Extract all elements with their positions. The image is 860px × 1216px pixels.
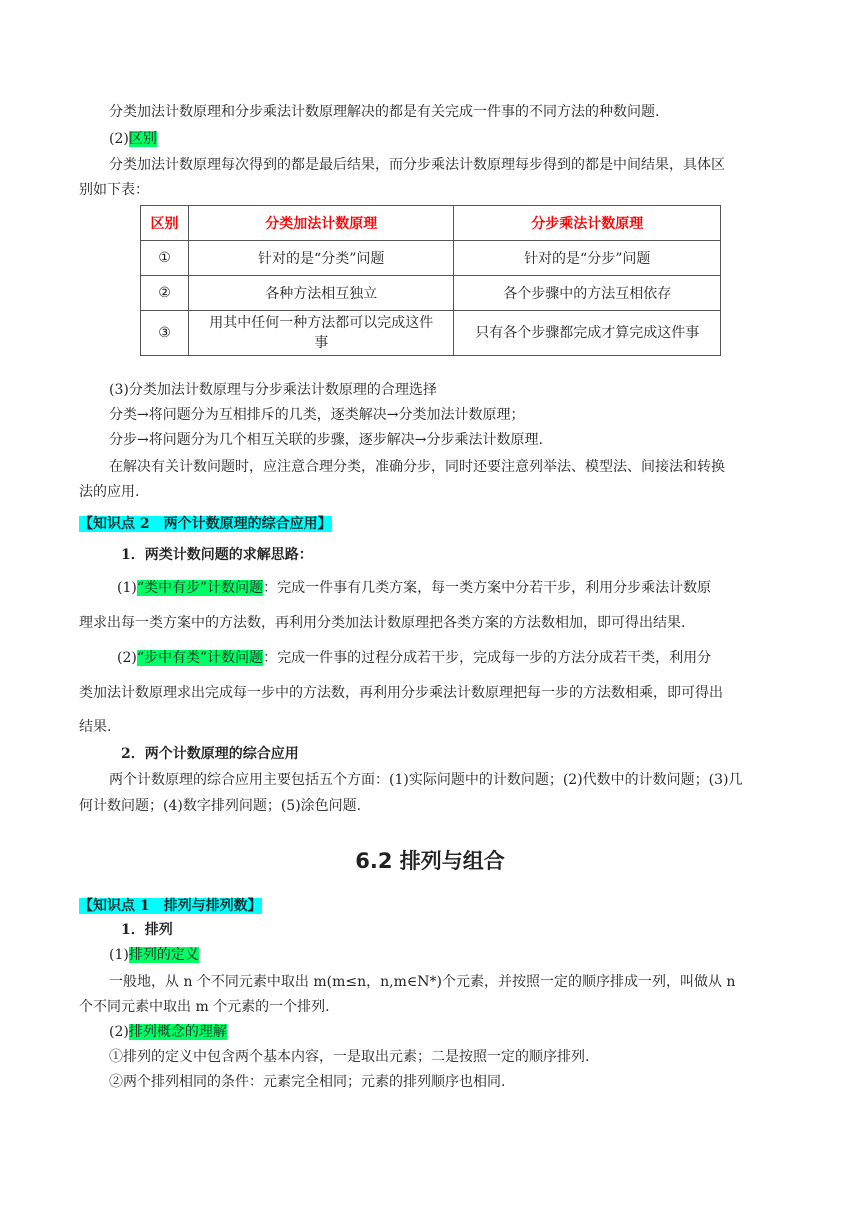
table-header-row [141,206,721,241]
kp2-item-2-highlight: “步中有类”计数问题 [136,650,264,666]
choice-line-2: 分步→将问题分为几个相互关联的步骤，逐步解决→分步乘法计数原理. [109,432,543,448]
table-cell: ② [141,276,189,311]
section-2-number: (2) [109,131,129,147]
definition-text-line-1: 一般地，从 n 个不同元素中取出 m(m≤n，n,m∈N*)个元素，并按照一定的顺序排成一列，叫做从 n [109,974,736,990]
kp2-subheading-1: 1．两类计数问题的求解思路： [121,547,313,563]
knowledge-point-2-tag [79,514,860,534]
understanding-title: 排列概念的理解 [128,1024,227,1040]
understanding-number: (2) [109,1024,129,1040]
kp2-item-2-line-3: 结果. [79,719,112,735]
knowledge-point-1-label: 【知识点 1 排列与排列数】 [79,898,262,914]
table-cell-text: 用其中任何一种方法都可以完成这件 [209,315,434,331]
kp2-item-1-line-2: 理求出每一类方案中的方法数，再利用分类加法计数原理把各类方案的方法数相加，即可得出结果. [79,615,686,631]
kp1-subheading-1: 1．排列 [121,922,173,938]
table-cell: 只有各个步骤都完成才算完成这件事 [454,311,721,356]
kp2-item-1-highlight: “类中有步”计数问题 [136,580,264,596]
table-cell [188,311,454,356]
kp2-item-2-line-1 [117,648,860,668]
kp2-item-2-line-2: 类加法计数原理求出完成每一步中的方法数，再利用分步乘法计数原理把每一步的方法数相乘，即可得出 [79,685,723,701]
kp2-item-2-text: ：完成一件事的过程分成若干步，完成每一步的方法分成若干类，利用分 [263,650,712,666]
choice-title: (3)分类加法计数原理与分步乘法计数原理的合理选择 [109,382,437,398]
table-header-cell: 区别 [141,206,189,241]
kp2-item-1-text: ：完成一件事有几类方案，每一类方案中分若干步，利用分步乘法计数原 [263,580,712,596]
table-row [141,276,721,311]
choice-line-3: 在解决有关计数问题时，应注意合理分类，准确分步，同时还要注意列举法、模型法、间接法和转换 [109,459,725,475]
kp2-subheading-2: 2．两个计数原理的综合应用 [121,746,299,762]
knowledge-point-2-label: 【知识点 2 两个计数原理的综合应用】 [79,516,332,532]
difference-text-line-2: 别如下表： [79,182,149,198]
table-row [141,311,721,356]
section-2-title: 区别 [128,131,157,147]
table-cell: ① [141,241,189,276]
difference-text-line-1: 分类加法计数原理每次得到的都是最后结果，而分步乘法计数原理每步得到的都是中间结果，具体区 [109,157,725,173]
comparison-table [140,205,721,356]
choice-line-4: 法的应用. [79,484,140,500]
table-cell: 各种方法相互独立 [188,276,454,311]
kp2-sub2-text-line-1: 两个计数原理的综合应用主要包括五个方面：(1)实际问题中的计数问题；(2)代数中的计数问题；(3)几 [109,772,743,788]
definition-number: (1) [109,947,129,963]
table-header-cell: 分步乘法计数原理 [454,206,721,241]
table-cell: 针对的是“分类”问题 [188,241,454,276]
definition-title: 排列的定义 [128,947,199,963]
kp2-item-1-line-1 [117,578,860,598]
table-cell: ③ [141,311,189,356]
table-row [141,241,721,276]
understanding-text-line-2: ②两个排列相同的条件：元素完全相同；元素的排列顺序也相同. [109,1074,506,1090]
section-2-heading [109,129,860,149]
kp2-item-2-number: (2) [117,650,137,666]
kp2-sub2-text-line-2: 何计数问题；(4)数字排列问题；(5)涂色问题. [79,798,362,814]
intro-paragraph: 分类加法计数原理和分步乘法计数原理解决的都是有关完成一件事的不同方法的种数问题. [109,104,660,120]
kp2-item-1-number: (1) [117,580,137,596]
knowledge-point-1-tag [79,896,860,916]
table-cell: 针对的是“分步”问题 [454,241,721,276]
definition-heading [109,945,860,965]
table-cell-text-continued: 事 [314,335,329,351]
understanding-heading [109,1022,860,1042]
understanding-text-line-1: ①排列的定义中包含两个基本内容，一是取出元素；二是按照一定的顺序排列. [109,1049,590,1065]
definition-text-line-2: 个不同元素中取出 m 个元素的一个排列. [79,999,330,1015]
choice-line-1: 分类→将问题分为互相排斥的几类，逐类解决→分类加法计数原理； [109,407,525,423]
section-6-2-title: 6.2 排列与组合 [355,849,505,873]
table-cell: 各个步骤中的方法互相依存 [454,276,721,311]
table-header-cell: 分类加法计数原理 [188,206,454,241]
